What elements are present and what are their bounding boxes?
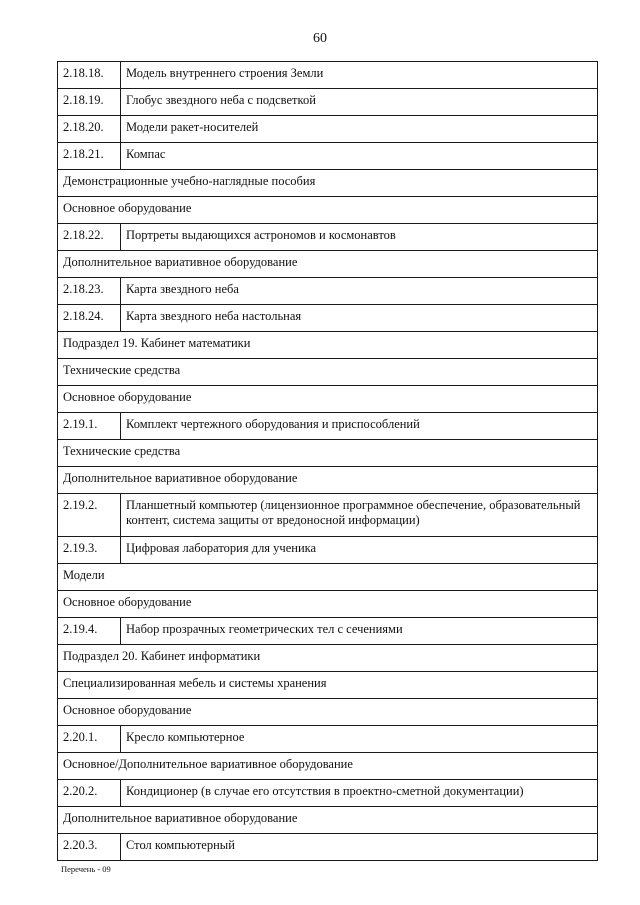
section-heading-row [58,645,598,672]
item-code: 2.18.18. [58,62,121,89]
item-code: 2.20.2. [58,780,121,807]
item-row [58,726,598,753]
equipment-table-body [58,62,598,861]
item-code: 2.18.20. [58,116,121,143]
item-name: Планшетный компьютер (лицензионное программное обеспечение, образовательный контент, система защиты от вредоносной информации) [121,494,598,537]
section-heading: Технические средства [58,440,598,467]
section-heading-row [58,807,598,834]
equipment-table [57,61,598,861]
item-row [58,413,598,440]
section-heading-row [58,672,598,699]
section-heading-row [58,591,598,618]
item-name: Глобус звездного неба с подсветкой [121,89,598,116]
item-name: Кондиционер (в случае его отсутствия в проектно-сметной документации) [121,780,598,807]
section-heading-row [58,699,598,726]
item-row [58,537,598,564]
section-heading: Демонстрационные учебно-наглядные пособия [58,170,598,197]
item-code: 2.18.23. [58,278,121,305]
section-heading-row [58,440,598,467]
section-heading: Основное оборудование [58,591,598,618]
item-row [58,834,598,861]
footer-label: Перечень - 09 [61,864,111,874]
section-heading-row [58,753,598,780]
item-code: 2.20.1. [58,726,121,753]
item-code: 2.19.2. [58,494,121,537]
section-heading: Основное/Дополнительное вариативное оборудование [58,753,598,780]
section-heading-row [58,170,598,197]
item-name: Набор прозрачных геометрических тел с сечениями [121,618,598,645]
item-row [58,224,598,251]
item-code: 2.19.3. [58,537,121,564]
item-code: 2.19.4. [58,618,121,645]
section-heading-row [58,467,598,494]
section-heading: Подраздел 19. Кабинет математики [58,332,598,359]
item-code: 2.20.3. [58,834,121,861]
item-code: 2.18.19. [58,89,121,116]
section-heading: Специализированная мебель и системы хранения [58,672,598,699]
item-name: Кресло компьютерное [121,726,598,753]
section-heading: Технические средства [58,359,598,386]
item-row [58,143,598,170]
section-heading: Дополнительное вариативное оборудование [58,467,598,494]
item-code: 2.18.22. [58,224,121,251]
item-row [58,278,598,305]
item-name: Цифровая лаборатория для ученика [121,537,598,564]
item-name: Стол компьютерный [121,834,598,861]
item-row [58,62,598,89]
item-name: Карта звездного неба настольная [121,305,598,332]
section-heading-row [58,564,598,591]
section-heading-row [58,332,598,359]
item-name: Комплект чертежного оборудования и приспособлений [121,413,598,440]
item-row [58,116,598,143]
section-heading: Основное оборудование [58,386,598,413]
item-name: Карта звездного неба [121,278,598,305]
item-name: Портреты выдающихся астрономов и космонавтов [121,224,598,251]
section-heading: Основное оборудование [58,699,598,726]
item-code: 2.19.1. [58,413,121,440]
section-heading-row [58,359,598,386]
section-heading-row [58,197,598,224]
section-heading: Модели [58,564,598,591]
page-number: 60 [313,31,327,46]
item-name: Компас [121,143,598,170]
item-code: 2.18.24. [58,305,121,332]
section-heading: Дополнительное вариативное оборудование [58,807,598,834]
section-heading-row [58,251,598,278]
item-row [58,89,598,116]
item-name: Модель внутреннего строения Земли [121,62,598,89]
item-row [58,305,598,332]
item-row [58,494,598,537]
item-code: 2.18.21. [58,143,121,170]
section-heading-row [58,386,598,413]
item-row [58,618,598,645]
section-heading: Подраздел 20. Кабинет информатики [58,645,598,672]
section-heading: Основное оборудование [58,197,598,224]
section-heading: Дополнительное вариативное оборудование [58,251,598,278]
item-row [58,780,598,807]
item-name: Модели ракет-носителей [121,116,598,143]
